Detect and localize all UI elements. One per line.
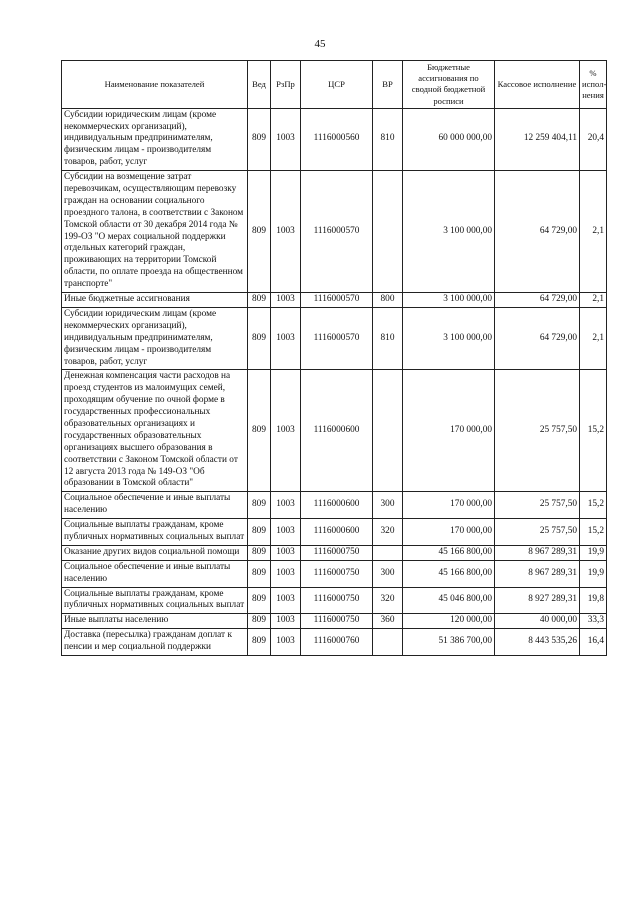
header-pct: % испол-нения bbox=[580, 61, 607, 109]
cell-rzpr: 1003 bbox=[271, 492, 301, 519]
cell-cash: 12 259 404,11 bbox=[495, 108, 580, 170]
cell-rzpr: 1003 bbox=[271, 108, 301, 170]
cell-name: Субсидии юридическим лицам (кроме некоммерческих организаций), индивидуальным предпринимателям, физическим лицам - производителям товаров, работ, услуг bbox=[62, 307, 248, 369]
table-row bbox=[62, 492, 607, 519]
page-number: 45 bbox=[314, 38, 326, 50]
table-row bbox=[62, 293, 607, 308]
cell-rzpr: 1003 bbox=[271, 629, 301, 656]
cell-csr: 1116000750 bbox=[301, 545, 373, 560]
cell-vr bbox=[373, 545, 403, 560]
cell-rzpr: 1003 bbox=[271, 545, 301, 560]
budget-execution-table bbox=[61, 60, 607, 656]
table-row bbox=[62, 629, 607, 656]
cell-vr: 320 bbox=[373, 587, 403, 614]
header-ved: Вед bbox=[248, 61, 271, 109]
cell-vr: 810 bbox=[373, 307, 403, 369]
cell-rzpr: 1003 bbox=[271, 370, 301, 492]
cell-cash: 40 000,00 bbox=[495, 614, 580, 629]
cell-pct: 2,1 bbox=[580, 307, 607, 369]
cell-rzpr: 1003 bbox=[271, 587, 301, 614]
cell-name: Иные выплаты населению bbox=[62, 614, 248, 629]
header-name: Наименование показателей bbox=[62, 61, 248, 109]
cell-rzpr: 1003 bbox=[271, 171, 301, 293]
cell-pct: 2,1 bbox=[580, 171, 607, 293]
cell-csr: 1116000560 bbox=[301, 108, 373, 170]
cell-pct: 15,2 bbox=[580, 370, 607, 492]
table-row bbox=[62, 587, 607, 614]
cell-allocations: 45 166 800,00 bbox=[403, 545, 495, 560]
cell-csr: 1116000600 bbox=[301, 519, 373, 546]
cell-ved: 809 bbox=[248, 293, 271, 308]
cell-ved: 809 bbox=[248, 560, 271, 587]
cell-cash: 25 757,50 bbox=[495, 370, 580, 492]
cell-allocations: 3 100 000,00 bbox=[403, 307, 495, 369]
cell-csr: 1116000600 bbox=[301, 370, 373, 492]
cell-vr: 800 bbox=[373, 293, 403, 308]
cell-csr: 1116000570 bbox=[301, 307, 373, 369]
cell-vr bbox=[373, 171, 403, 293]
table-row bbox=[62, 519, 607, 546]
cell-vr bbox=[373, 629, 403, 656]
cell-name: Денежная компенсация части расходов на проезд студентов из малоимущих семей, проходящим обучение по очной форме в государственных профессиональных образовательных организациях и государственных образовательных организациях высшего образования в соответствии с Законом Томской области от 12 августа 2013 года № 149-ОЗ "Об образовании в Томской области" bbox=[62, 370, 248, 492]
table-row bbox=[62, 307, 607, 369]
cell-vr: 300 bbox=[373, 492, 403, 519]
cell-rzpr: 1003 bbox=[271, 614, 301, 629]
cell-pct: 2,1 bbox=[580, 293, 607, 308]
cell-csr: 1116000600 bbox=[301, 492, 373, 519]
cell-cash: 64 729,00 bbox=[495, 171, 580, 293]
cell-vr: 360 bbox=[373, 614, 403, 629]
cell-allocations: 45 046 800,00 bbox=[403, 587, 495, 614]
cell-ved: 809 bbox=[248, 370, 271, 492]
cell-allocations: 45 166 800,00 bbox=[403, 560, 495, 587]
cell-ved: 809 bbox=[248, 492, 271, 519]
cell-pct: 15,2 bbox=[580, 519, 607, 546]
cell-cash: 64 729,00 bbox=[495, 293, 580, 308]
table-header-row bbox=[62, 61, 607, 109]
cell-pct: 19,9 bbox=[580, 560, 607, 587]
cell-rzpr: 1003 bbox=[271, 519, 301, 546]
cell-allocations: 60 000 000,00 bbox=[403, 108, 495, 170]
cell-pct: 19,9 bbox=[580, 545, 607, 560]
cell-csr: 1116000760 bbox=[301, 629, 373, 656]
cell-allocations: 120 000,00 bbox=[403, 614, 495, 629]
header-cash: Кассовое исполнение bbox=[495, 61, 580, 109]
cell-cash: 25 757,50 bbox=[495, 492, 580, 519]
cell-pct: 33,3 bbox=[580, 614, 607, 629]
cell-name: Иные бюджетные ассигнования bbox=[62, 293, 248, 308]
cell-csr: 1116000750 bbox=[301, 587, 373, 614]
cell-allocations: 170 000,00 bbox=[403, 492, 495, 519]
cell-csr: 1116000750 bbox=[301, 614, 373, 629]
table-row bbox=[62, 370, 607, 492]
cell-ved: 809 bbox=[248, 307, 271, 369]
cell-pct: 15,2 bbox=[580, 492, 607, 519]
cell-cash: 64 729,00 bbox=[495, 307, 580, 369]
cell-vr bbox=[373, 370, 403, 492]
cell-cash: 8 443 535,26 bbox=[495, 629, 580, 656]
cell-name: Социальные выплаты гражданам, кроме публичных нормативных социальных выплат bbox=[62, 587, 248, 614]
table-row bbox=[62, 614, 607, 629]
cell-csr: 1116000750 bbox=[301, 560, 373, 587]
cell-csr: 1116000570 bbox=[301, 171, 373, 293]
cell-allocations: 3 100 000,00 bbox=[403, 171, 495, 293]
cell-pct: 20,4 bbox=[580, 108, 607, 170]
cell-rzpr: 1003 bbox=[271, 307, 301, 369]
cell-rzpr: 1003 bbox=[271, 560, 301, 587]
cell-vr: 320 bbox=[373, 519, 403, 546]
cell-ved: 809 bbox=[248, 614, 271, 629]
cell-pct: 16,4 bbox=[580, 629, 607, 656]
cell-cash: 8 967 289,31 bbox=[495, 545, 580, 560]
table-row bbox=[62, 545, 607, 560]
cell-name: Субсидии юридическим лицам (кроме некоммерческих организаций), индивидуальным предпринимателям, физическим лицам - производителям товаров, работ, услуг bbox=[62, 108, 248, 170]
cell-name: Оказание других видов социальной помощи bbox=[62, 545, 248, 560]
cell-ved: 809 bbox=[248, 171, 271, 293]
cell-ved: 809 bbox=[248, 629, 271, 656]
header-csr: ЦСР bbox=[301, 61, 373, 109]
table-row bbox=[62, 171, 607, 293]
cell-name: Социальное обеспечение и иные выплаты населению bbox=[62, 560, 248, 587]
cell-ved: 809 bbox=[248, 108, 271, 170]
cell-name: Доставка (пересылка) гражданам доплат к пенсии и мер социальной поддержки bbox=[62, 629, 248, 656]
cell-allocations: 51 386 700,00 bbox=[403, 629, 495, 656]
cell-pct: 19,8 bbox=[580, 587, 607, 614]
cell-allocations: 170 000,00 bbox=[403, 370, 495, 492]
cell-csr: 1116000570 bbox=[301, 293, 373, 308]
cell-allocations: 3 100 000,00 bbox=[403, 293, 495, 308]
cell-rzpr: 1003 bbox=[271, 293, 301, 308]
cell-ved: 809 bbox=[248, 587, 271, 614]
cell-ved: 809 bbox=[248, 519, 271, 546]
cell-cash: 8 967 289,31 bbox=[495, 560, 580, 587]
cell-name: Социальное обеспечение и иные выплаты населению bbox=[62, 492, 248, 519]
cell-name: Социальные выплаты гражданам, кроме публичных нормативных социальных выплат bbox=[62, 519, 248, 546]
header-allocations: Бюджетные ассигнования по сводной бюджетной росписи bbox=[403, 61, 495, 109]
cell-vr: 300 bbox=[373, 560, 403, 587]
cell-name: Субсидии на возмещение затрат перевозчикам, осуществляющим перевозку граждан на основании социального проездного талона, в соответствии с Законом Томской области от 30 декабря 2014 года № 199-ОЗ "О мерах социальной поддержки отдельных категорий граждан, проживающих на территории Томской области, по оплате проезда на общественном транспорте" bbox=[62, 171, 248, 293]
cell-cash: 8 927 289,31 bbox=[495, 587, 580, 614]
cell-ved: 809 bbox=[248, 545, 271, 560]
table-body bbox=[62, 108, 607, 655]
table-row bbox=[62, 108, 607, 170]
cell-vr: 810 bbox=[373, 108, 403, 170]
table-row bbox=[62, 560, 607, 587]
header-vr: ВР bbox=[373, 61, 403, 109]
cell-cash: 25 757,50 bbox=[495, 519, 580, 546]
cell-allocations: 170 000,00 bbox=[403, 519, 495, 546]
header-rzpr: РзПр bbox=[271, 61, 301, 109]
